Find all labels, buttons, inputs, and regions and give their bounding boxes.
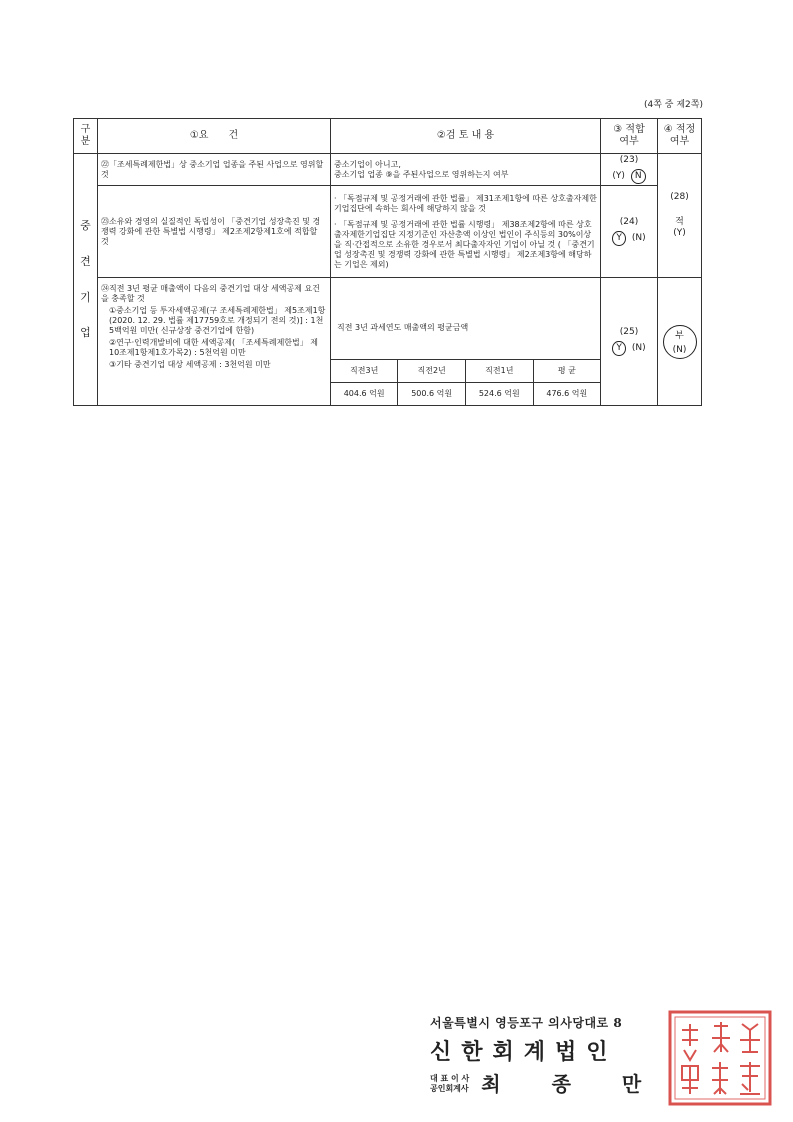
- category-char: 중: [80, 219, 91, 232]
- fit-number: (25): [619, 327, 639, 338]
- requirement-text: ㉓소유와 경영의 실질적인 독립성이 「중견기업 성장촉진 및 경쟁력 강화에 관한 특별법 시행령」 제2조제2항제1호에 적합할 것: [101, 216, 321, 246]
- fit-no-circled: N: [631, 169, 646, 184]
- header-ok-line1: ④ 적정: [663, 123, 696, 135]
- page-number: (4쪽 중 제2쪽): [644, 100, 703, 110]
- sales-header: 직전1년: [465, 360, 533, 383]
- rep-name: 최 종 만: [481, 1072, 664, 1096]
- firm-address: 서울특별시 영등포구 의사당대로 8: [430, 1016, 623, 1030]
- table-row: [74, 278, 702, 406]
- review-title: 직전 3년 과세연도 매출액의 평균금액: [337, 323, 469, 332]
- header-ok: [658, 119, 702, 154]
- rep-titles: [430, 1073, 469, 1093]
- requirement-text: ㉔직전 3년 평균 매출액이 다음의 중견기업 대상 세액공제 요건을 충족할 것: [101, 284, 320, 303]
- ok-number: (28): [670, 191, 689, 202]
- fit-cell: [601, 186, 658, 278]
- category-cell: [74, 154, 98, 406]
- sales-value: 404.6 억원: [331, 383, 398, 406]
- fit-number: (23): [619, 155, 639, 166]
- sales-header-row: [331, 360, 600, 383]
- firm-name: 신한회계법인: [430, 1039, 618, 1065]
- header-review: ②검 토 내 용: [331, 119, 601, 154]
- category-char: 기: [80, 290, 91, 304]
- fit-yes: (Y): [612, 170, 625, 181]
- requirement-cell: [98, 278, 331, 406]
- sales-header: 직전3년: [331, 360, 398, 383]
- fit-yes-circled: Y: [612, 341, 626, 356]
- sales-value: 500.6 억원: [398, 383, 466, 406]
- header-row: [74, 119, 702, 154]
- footer: [430, 1014, 663, 1097]
- header-fit-line2: 여부: [619, 136, 639, 147]
- review-cell: [331, 154, 601, 186]
- review-line: · 「독점규제 및 공정거래에 관한 법률 시행령」 제38조제2항에 따른 상호출자제한기업집단 지정기준인 자산총액 이상인 법인이 주식등의 30%이상을 직·간접적으로 소유한 경우로서 최다출자자인 기업이 아닐 것 ( 「중견기업 성장촉진 및 경쟁력 강화에 관한 특별법 시행령」 제2조제3항에 해당하는 기업은 제외): [334, 219, 595, 269]
- review-line: · 「독점규제 및 공정거래에 관한 법률」 제31조제1항에 따른 상호출자제한기업집단에 속하는 회사에 해당하지 않을 것: [334, 193, 597, 213]
- review-cell: [331, 278, 601, 406]
- rep-title: 공인회계사: [430, 1082, 469, 1093]
- fit-number: (24): [619, 217, 639, 228]
- ok-label: 부: [675, 330, 684, 341]
- fit-cell: [601, 278, 658, 406]
- review-line: 중소기업이 아니고,: [334, 159, 401, 169]
- review-cell: [331, 186, 601, 278]
- ok-label: 적: [675, 216, 684, 227]
- requirement-cell: [98, 186, 331, 278]
- fit-no: (N): [631, 232, 646, 243]
- fit-cell: [601, 154, 658, 186]
- sales-value-row: [331, 383, 600, 406]
- requirement-subitem: ③기타 중견기업 대상 세액공제 : 3천억원 미만: [109, 360, 271, 369]
- company-seal-icon: [668, 1010, 772, 1106]
- requirement-subitem: ②연구·인력개발비에 대한 세액공제( 「조세특례제한법」 제10조제1항제1호가목2) : 5천억원 미만: [109, 338, 319, 357]
- ok-cell-top: [658, 154, 702, 278]
- category-char: 업: [80, 326, 91, 340]
- category-char: 견: [80, 254, 91, 268]
- review-table: [73, 118, 702, 406]
- ok-cell-bottom: [658, 278, 702, 406]
- header-requirement: ①요 건: [98, 119, 331, 154]
- table-row: [74, 154, 702, 186]
- sales-header: 평 균: [533, 360, 600, 383]
- representative: [430, 1068, 663, 1097]
- review-line: 중소기업 업종 ⑨을 주된사업으로 영위하는지 여부: [334, 169, 509, 179]
- header-fit-line1: ③ 적합: [613, 123, 645, 135]
- table-row: [74, 186, 702, 278]
- header-fit: [601, 119, 658, 154]
- header-category: 구분: [74, 119, 98, 154]
- fit-yes-circled: Y: [612, 231, 626, 246]
- requirement-text: ㉒「조세특례제한법」상 중소기업 업종을 주된 사업으로 영위할 것: [101, 159, 324, 179]
- sales-value: 476.6 억원: [533, 383, 600, 406]
- ok-no: (N): [672, 344, 687, 355]
- requirement-subitem: ①중소기업 등 투자세액공제(구 조세특례제한법」 제5조제1항(2020. 12. 29. 법률 제17759호로 개정되기 전의 것)] : 1천5백억원 미만( 신규상장 중견기업에 한함): [109, 306, 326, 335]
- ok-yes: (Y): [673, 228, 686, 239]
- rep-title: 대 표 이 사: [430, 1072, 470, 1083]
- sales-header: 직전2년: [398, 360, 466, 383]
- sales-value: 524.6 억원: [465, 383, 533, 406]
- ok-circle: [663, 325, 697, 359]
- fit-no: (N): [631, 342, 646, 353]
- header-ok-line2: 여부: [669, 136, 690, 147]
- sales-table: [331, 359, 600, 405]
- requirement-cell: [98, 154, 331, 186]
